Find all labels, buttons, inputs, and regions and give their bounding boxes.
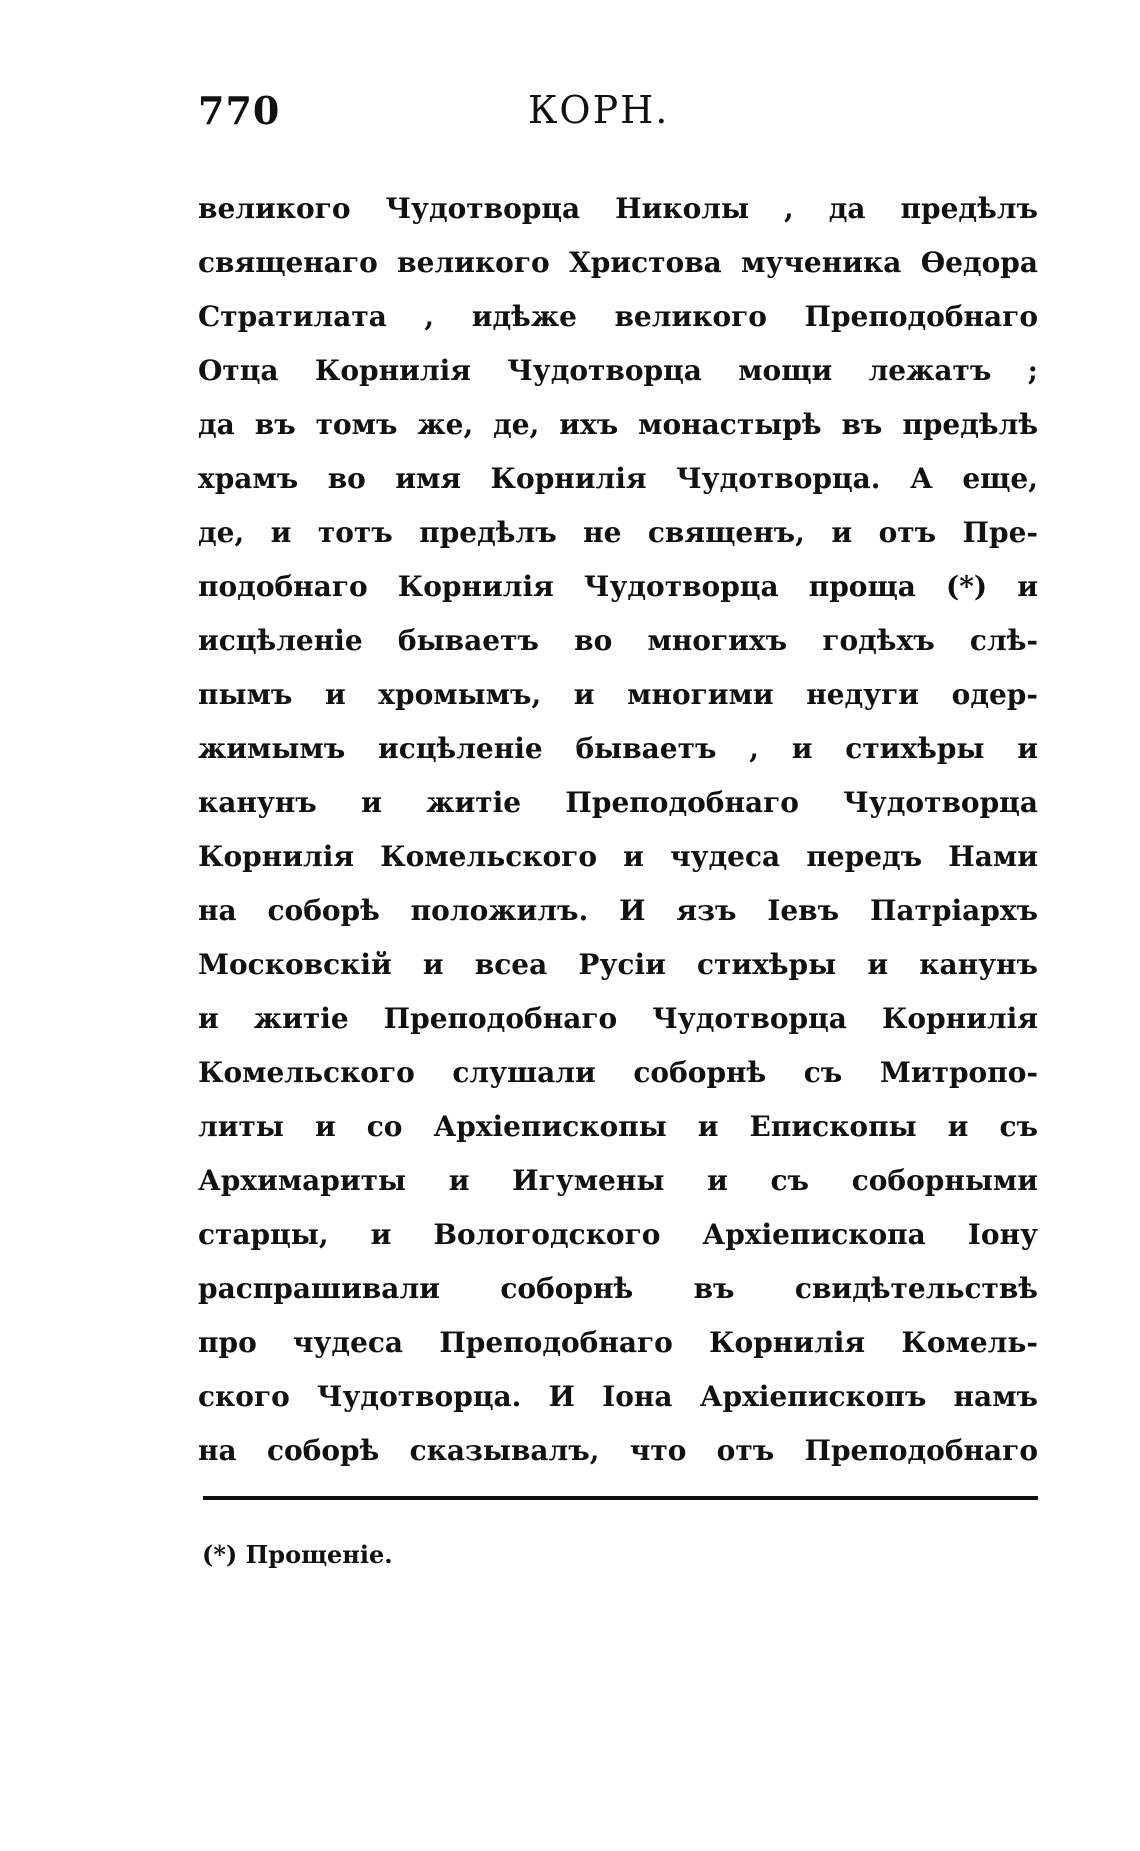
text-line: распрашивали соборнѣ въ свидѣтельствѣ [198, 1272, 1038, 1305]
text-line: священаго великого Христова мученика Өедора [198, 246, 1038, 279]
text-line: Корнилія Комельского и чудеса передъ Нами [198, 840, 1038, 873]
text-line: жимымъ исцѣленіе бываетъ , и стихѣры и [198, 732, 1038, 765]
text-line: канунъ и житіе Преподобнаго Чудотворца [198, 786, 1038, 819]
text-line: подобнаго Корнилія Чудотворца проща (*) и [198, 570, 1038, 603]
page-number: 770 [198, 88, 281, 133]
page-header [198, 88, 1038, 148]
text-line: ского Чудотворца. И Іона Архіепископъ намъ [198, 1380, 1038, 1413]
running-head: КОРН. [528, 88, 670, 132]
text-line: старцы, и Вологодского Архіепископа Іону [198, 1218, 1038, 1251]
footnote-divider [203, 1496, 1038, 1500]
text-line: Отца Корнилія Чудотворца мощи лежатъ ; [198, 354, 1038, 387]
text-line: Комельского слушали соборнѣ съ Митропо- [198, 1056, 1038, 1089]
text-line: пымъ и хромымъ, и многими недуги одер- [198, 678, 1038, 711]
text-line: Архимариты и Игумены и съ соборными [198, 1164, 1038, 1197]
text-line: исцѣленіе бываетъ во многихъ годѣхъ слѣ- [198, 624, 1038, 657]
text-line: де, и тотъ предѣлъ не священъ, и отъ Пре- [198, 516, 1038, 549]
text-line: Стратилата , идѣже великого Преподобнаго [198, 300, 1038, 333]
text-line: про чудеса Преподобнаго Корнилія Комель- [198, 1326, 1038, 1359]
text-line: на соборѣ положилъ. И язъ Іевъ Патріархъ [198, 894, 1038, 927]
text-line: великого Чудотворца Николы , да предѣлъ [198, 192, 1038, 225]
footnote: (*) Прощеніе. [202, 1540, 393, 1569]
text-line: литы и со Архіепископы и Епископы и съ [198, 1110, 1038, 1143]
text-line: да въ томъ же, де, ихъ монастырѣ въ предѣлѣ [198, 408, 1038, 441]
text-line: на соборѣ сказывалъ, что отъ Преподобнаго [198, 1434, 1038, 1467]
text-line: и житіе Преподобнаго Чудотворца Корнилія [198, 1002, 1038, 1035]
body-text [198, 182, 1038, 1478]
text-line: храмъ во имя Корнилія Чудотворца. А еще, [198, 462, 1038, 495]
text-line: Московскій и всеа Русіи стихѣры и канунъ [198, 948, 1038, 981]
